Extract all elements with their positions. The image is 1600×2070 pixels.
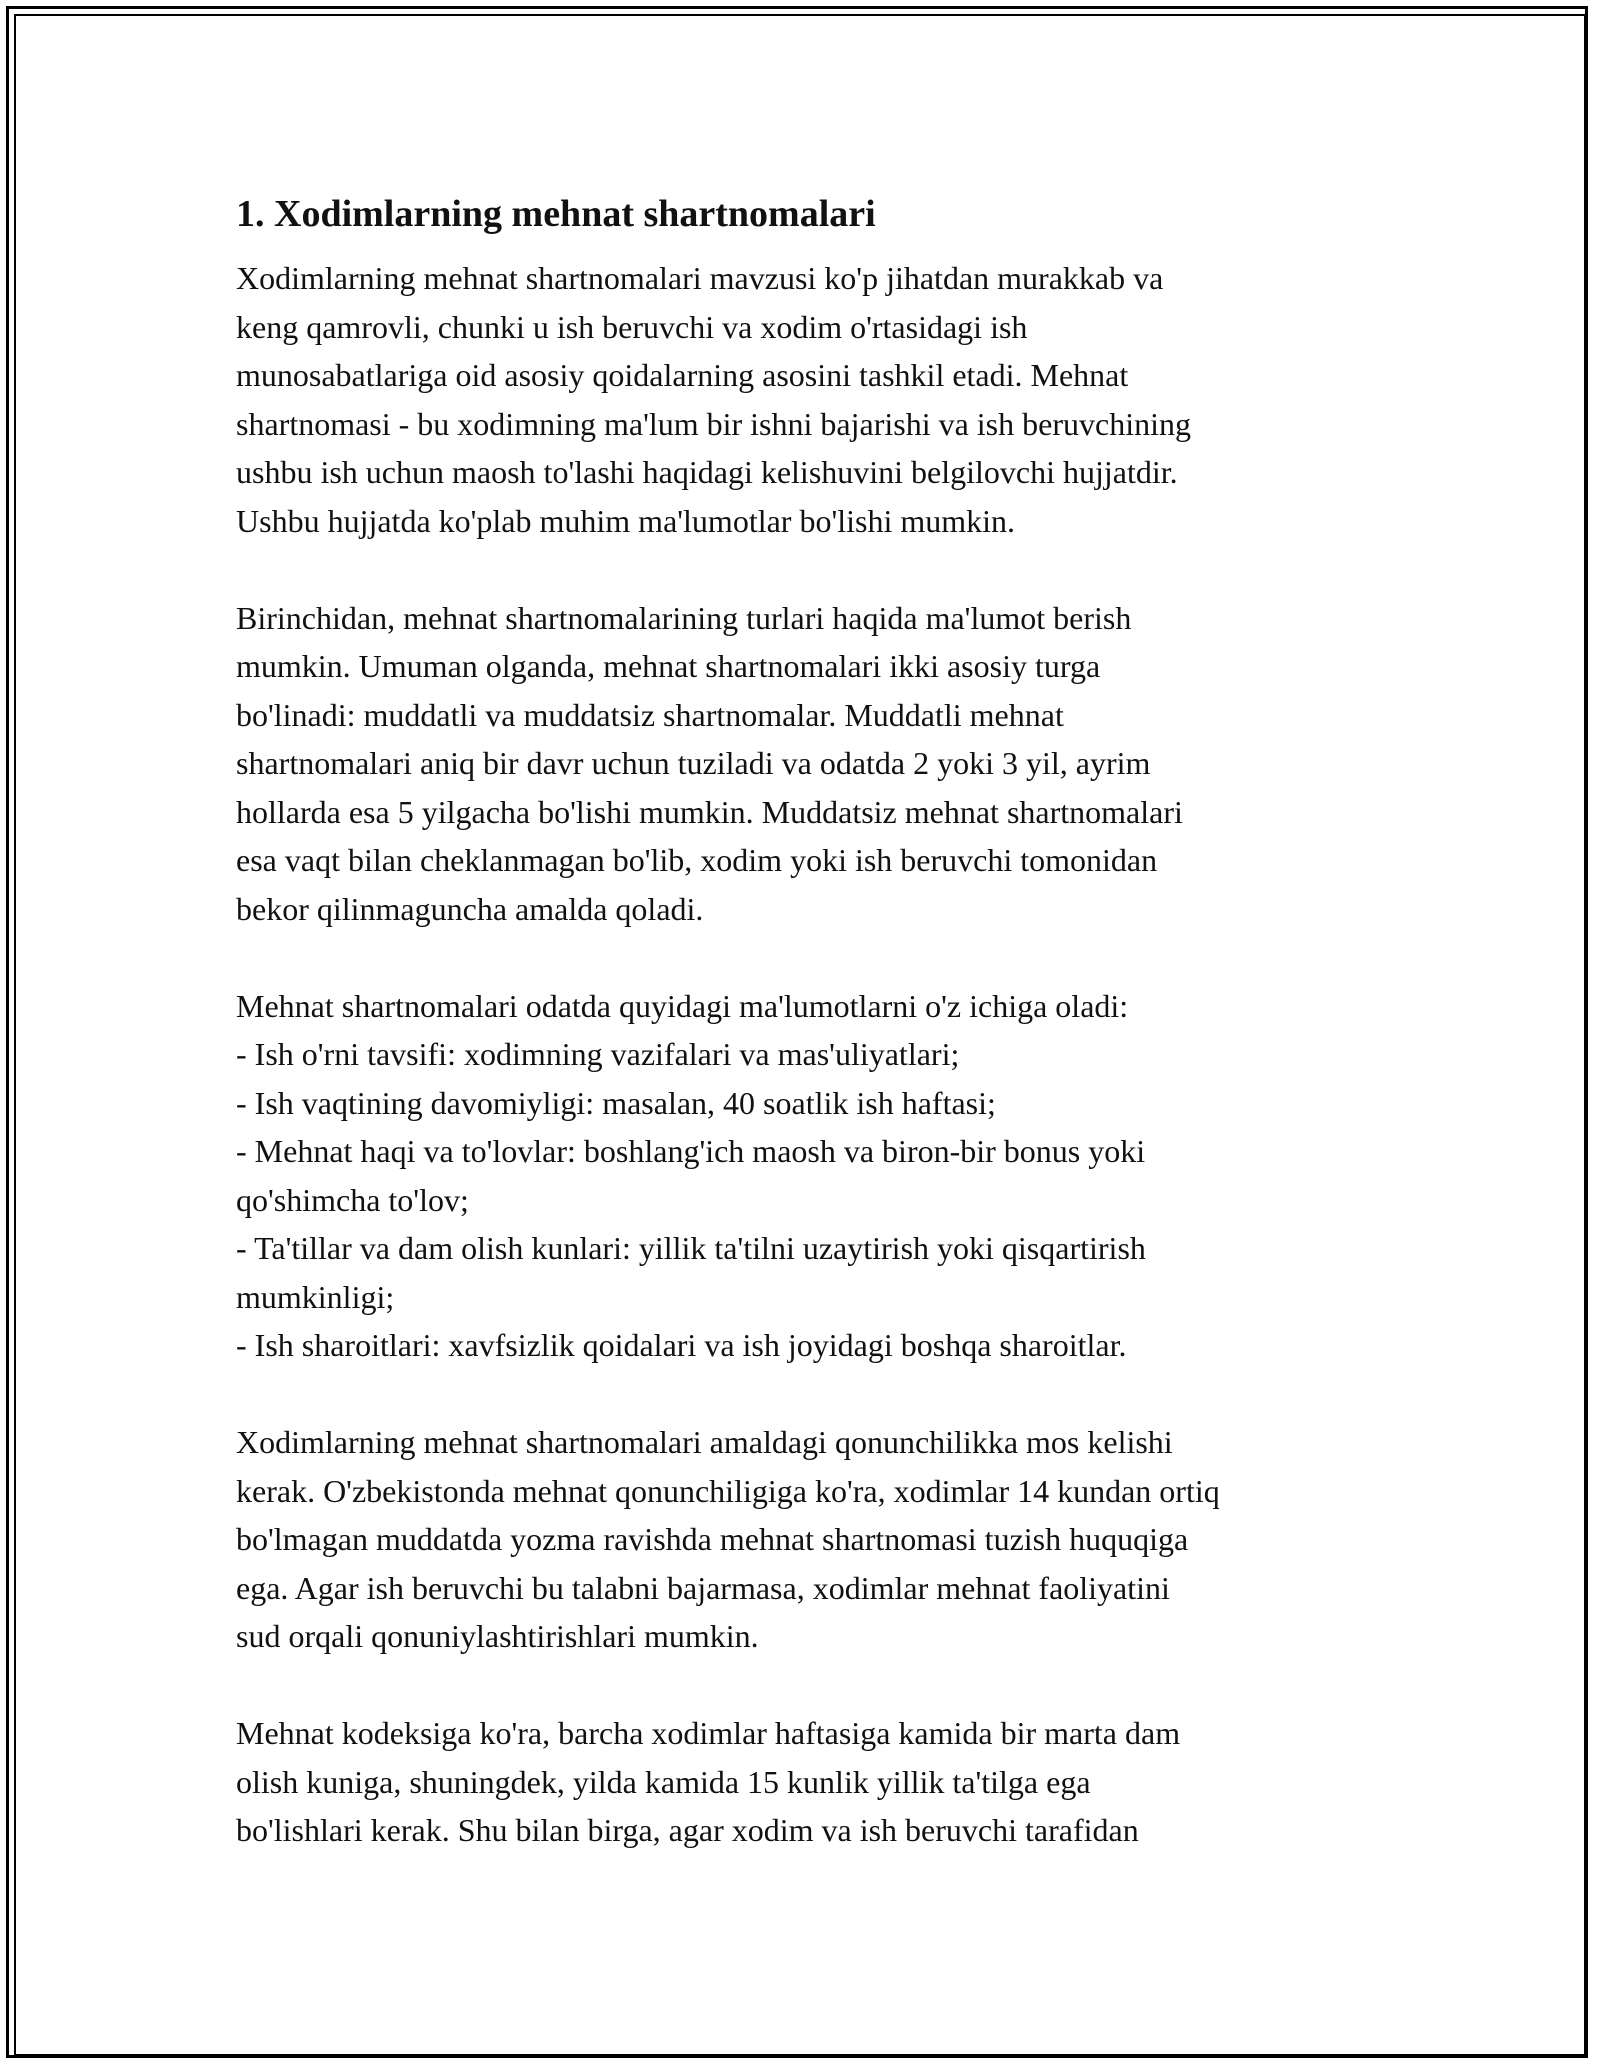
text-line: shartnomasi - bu xodimning ma'lum bir ishni bajarishi va ish beruvchining (236, 405, 1191, 442)
text-line: ega. Agar ish beruvchi bu talabni bajarmasa, xodimlar mehnat faoliyatini (236, 1569, 1170, 1606)
list-item: - Ish o'rni tavsifi: xodimning vazifalari va mas'uliyatlari; (236, 1036, 960, 1072)
document-body (236, 188, 1376, 1903)
paragraph (236, 1709, 1376, 1855)
text-line: esa vaqt bilan cheklanmagan bo'lib, xodim yoki ish beruvchi tomonidan (236, 842, 1158, 878)
text-line: Mehnat shartnomalari odatda quyidagi ma'lumotlarni o'z ichiga oladi: (236, 987, 1129, 1024)
text-line: bo'lishlari kerak. Shu bilan birga, agar xodim va ish beruvchi tarafidan (236, 1812, 1139, 1848)
text-line: mumkin. Umuman olganda, mehnat shartnomalari ikki asosiy turga (236, 648, 1101, 684)
paragraph (236, 254, 1376, 545)
text-line: Birinchidan, mehnat shartnomalarining turlari haqida ma'lumot berish (236, 599, 1132, 636)
text-line: shartnomalari aniq bir davr uchun tuziladi va odatda 2 yoki 3 yil, ayrim (236, 745, 1151, 781)
text-line: Xodimlarning mehnat shartnomalari mavzusi ko'p jihatdan murakkab va (236, 260, 1164, 296)
text-line: Xodimlarning mehnat shartnomalari amaldagi qonunchilikka mos kelishi (236, 1424, 1173, 1460)
text-line: olish kuniga, shuningdek, yilda kamida 15 kunlik yillik ta'tilga ega (236, 1763, 1091, 1800)
text-line: Mehnat kodeksiga ko'ra, barcha xodimlar haftasiga kamida bir marta dam (236, 1715, 1181, 1751)
text-line: ushbu ish uchun maosh to'lashi haqidagi kelishuvini belgilovchi hujjatdir. (236, 454, 1178, 490)
list-item: - Mehnat haqi va to'lovlar: boshlang'ich maosh va biron-bir bonus yoki (236, 1133, 1146, 1169)
paragraph (236, 1418, 1376, 1661)
section-heading: 1. Xodimlarning mehnat shartnomalari (236, 193, 876, 235)
list-item: - Ish sharoitlari: xavfsizlik qoidalari va ish joyidagi boshqa sharoitlar. (236, 1327, 1127, 1363)
list-item: - Ta'tillar va dam olish kunlari: yillik ta'tilni uzaytirish yoki qisqartirish (236, 1230, 1146, 1266)
text-line: munosabatlariga oid asosiy qoidalarning asosini tashkil etadi. Mehnat (236, 357, 1129, 393)
text-line: sud orqali qonuniylashtirishlari mumkin. (236, 1618, 759, 1654)
paragraph (236, 982, 1376, 1370)
list-item-continuation: qo'shimcha to'lov; (236, 1181, 469, 1218)
text-line: Ushbu hujjatda ko'plab muhim ma'lumotlar bo'lishi mumkin. (236, 502, 1016, 539)
text-line: keng qamrovli, chunki u ish beruvchi va xodim o'rtasidagi ish (236, 308, 1028, 345)
list-item-continuation: mumkinligi; (236, 1278, 395, 1315)
text-line: kerak. O'zbekistonda mehnat qonunchiligiga ko'ra, xodimlar 14 kundan ortiq (236, 1472, 1220, 1509)
text-line: bo'linadi: muddatli va muddatsiz shartnomalar. Muddatli mehnat (236, 696, 1064, 733)
list-item: - Ish vaqtining davomiyligi: masalan, 40 soatlik ish haftasi; (236, 1084, 996, 1121)
text-line: hollarda esa 5 yilgacha bo'lishi mumkin. Muddatsiz mehnat shartnomalari (236, 793, 1183, 830)
text-line: bekor qilinmaguncha amalda qoladi. (236, 890, 704, 927)
text-line: bo'lmagan muddatda yozma ravishda mehnat shartnomasi tuzish huquqiga (236, 1521, 1189, 1557)
paragraph (236, 594, 1376, 934)
